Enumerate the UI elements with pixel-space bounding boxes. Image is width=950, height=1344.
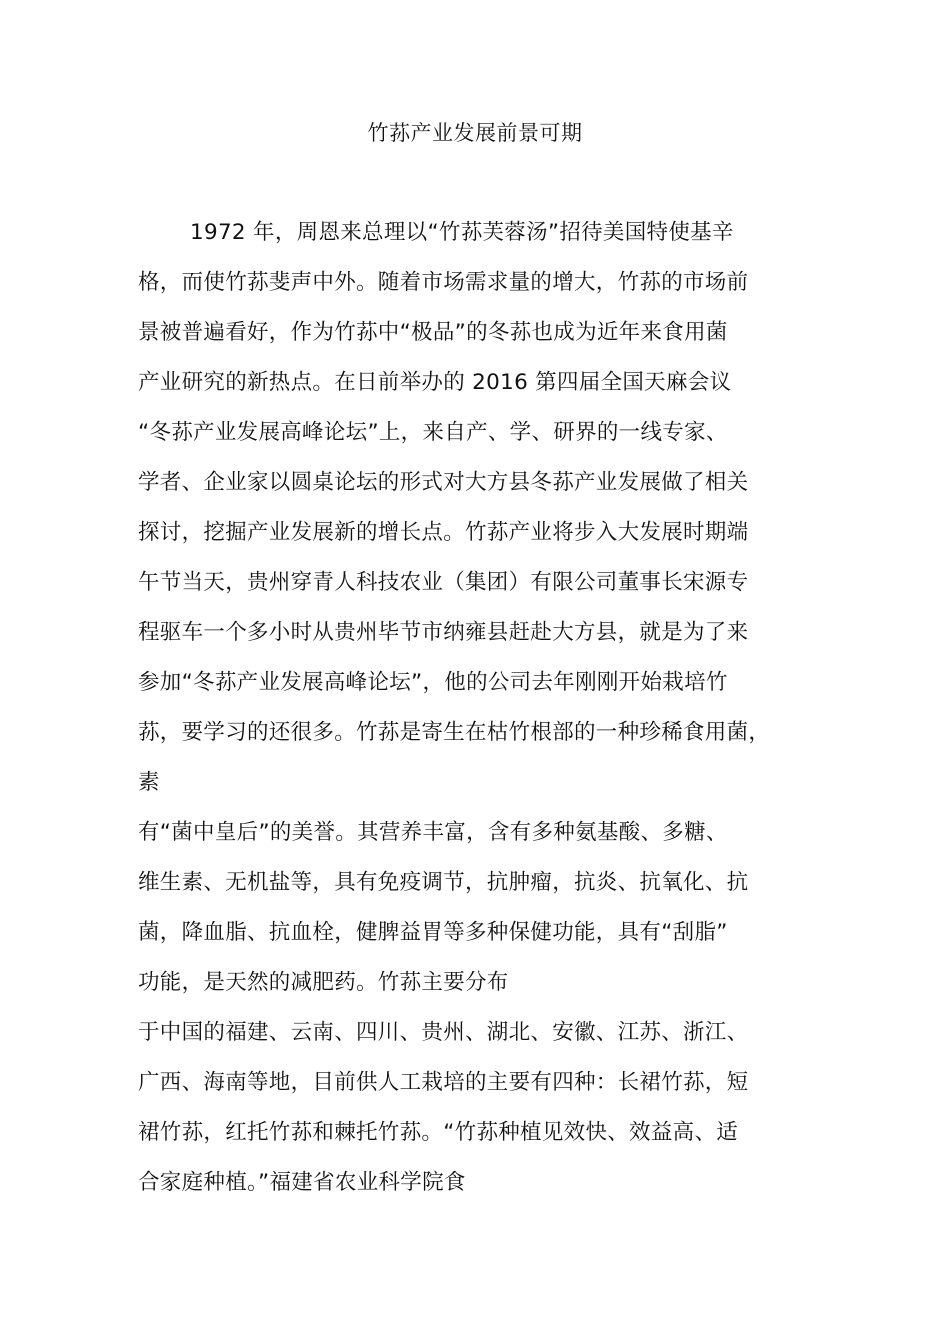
paragraph-line: 1972 年，周恩来总理以“竹荪芙蓉汤”招待美国特使基辛 — [190, 220, 734, 245]
paragraph-line: 学者、企业家以圆桌论坛的形式对大方县冬荪产业发展做了相关 — [138, 470, 749, 495]
paragraph-line: “冬荪产业发展高峰论坛”上，来自产、学、研界的一线专家、 — [138, 420, 728, 445]
paragraph-line: 有“菌中皇后”的美誉。其营养丰富，含有多种氨基酸、多糖、 — [138, 820, 728, 845]
paragraph-line: 功能，是天然的减肥药。竹荪主要分布 — [138, 970, 509, 995]
paragraph-line: 参加“冬荪产业发展高峰论坛”，他的公司去年刚刚开始栽培竹 — [138, 670, 728, 695]
paragraph-line: 广西、海南等地，目前供人工栽培的主要有四种：长裙竹荪，短 — [138, 1070, 749, 1095]
paragraph-line: 素 — [138, 770, 160, 795]
paragraph-line: 维生素、无机盐等，具有免疫调节，抗肿瘤，抗炎、抗氧化、抗 — [138, 870, 749, 895]
document-body — [138, 208, 818, 1208]
paragraph-line: 景被普遍看好，作为竹荪中“极品”的冬荪也成为近年来食用菌 — [138, 320, 728, 345]
paragraph-line: 菌，降血脂、抗血栓，健脾益胃等多种保健功能，具有“刮脂” — [138, 920, 728, 945]
paragraph-line: 午节当天，贵州穿青人科技农业（集团）有限公司董事长宋源专 — [138, 570, 749, 595]
paragraph-line: 裙竹荪，红托竹荪和棘托竹荪。“竹荪种植见效快、效益高、适 — [138, 1120, 739, 1145]
paragraph-line: 产业研究的新热点。在日前举办的 2016 第四届全国天麻会议 — [138, 370, 732, 395]
document-title: 竹荪产业发展前景可期 — [367, 121, 583, 145]
paragraph-line: 探讨，挖掘产业发展新的增长点。竹荪产业将步入大发展时期端 — [138, 520, 749, 545]
paragraph-line: 合家庭种植。”福建省农业科学院食 — [138, 1170, 466, 1195]
paragraph-line: 于中国的福建、云南、四川、贵州、湖北、安徽、江苏、浙江、 — [138, 1020, 749, 1045]
paragraph-line: 荪，要学习的还很多。竹荪是寄生在枯竹根部的一种珍稀食用菌， — [138, 720, 771, 745]
paragraph-line: 程驱车一个多小时从贵州毕节市纳雍县赶赴大方县，就是为了来 — [138, 620, 749, 645]
paragraph-line: 格，而使竹荪斐声中外。随着市场需求量的增大，竹荪的市场前 — [138, 270, 749, 295]
